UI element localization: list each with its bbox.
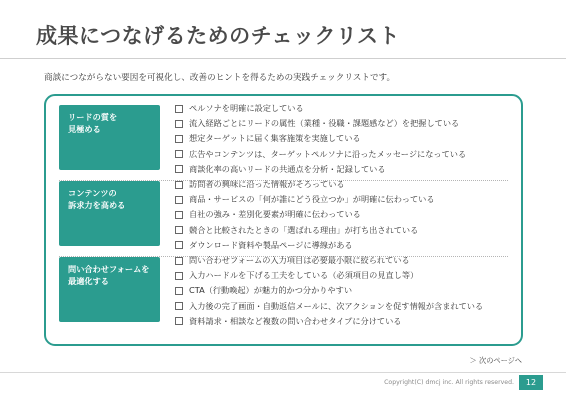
section-label [59,181,160,246]
checklist-item[interactable] [175,268,483,283]
page-title: 成果につなげるためのチェックリスト [36,24,401,48]
checklist-item-text: 商談化率の高いリードの共通点を分析・記録している [189,163,386,174]
checklist-item-text: CTA（行動喚起）が魅力的かつ分かりやすい [189,285,353,296]
checklist-item[interactable] [175,131,466,146]
checkbox[interactable] [175,257,183,265]
checklist-item[interactable] [175,253,483,268]
checkbox[interactable] [175,135,183,143]
checklist-item[interactable] [175,116,466,131]
checklist-item[interactable] [175,147,466,162]
copyright-text: Copyright(C) dmcj inc. All rights reserved. [384,379,514,386]
checklist-item[interactable] [175,314,483,329]
section-label-line: 見極める [68,124,101,134]
checkbox[interactable] [175,211,183,219]
footer-divider [0,372,566,373]
checklist-item[interactable] [175,177,435,192]
checklist-item[interactable] [175,223,435,238]
checkbox[interactable] [175,272,183,280]
checklist-item-text: ダウンロード資料や製品ページに導線がある [189,239,353,250]
checklist-item[interactable] [175,162,466,177]
checkbox[interactable] [175,181,183,189]
checklist-card [44,94,523,346]
section-label-line: 問い合わせフォームを [68,264,150,274]
checkbox[interactable] [175,317,183,325]
section-label-line: リードの質を [68,112,118,122]
next-page-link[interactable]: ＞ 次のページへ [469,356,522,365]
checklist-item-text: 入力ハードルを下げる工夫をしている（必須項目の見直し等） [189,270,419,281]
section-label-line: コンテンツの [68,188,117,198]
page-subtitle: 商談につながらない要因を可視化し、改善のヒントを得るための実践チェックリストです。 [44,73,396,83]
checklist-item-text: 広告やコンテンツは、ターゲットペルソナに沿ったメッセージになっている [189,148,467,159]
checklist-item[interactable] [175,192,435,207]
checklist-item[interactable] [175,207,435,222]
checklist-item[interactable] [175,299,483,314]
checklist-items [175,177,435,253]
checklist-item[interactable] [175,283,483,298]
checkbox[interactable] [175,241,183,249]
checklist-item-text: 自社の強み・差別化要素が明確に伝わっている [189,209,361,220]
section-label-line: 訴求力を高める [68,200,126,210]
checklist-items [175,101,466,177]
checklist-item-text: 訪問者の興味に沿った情報がそろっている [189,179,345,189]
checklist-items [175,253,483,329]
checkbox[interactable] [175,226,183,234]
checklist-item-text: 入力後の完了画面・自動返信メールに、次アクションを促す情報が含まれている [189,300,484,311]
section-label [59,105,160,170]
checklist-item-text: 競合と比較されたときの「選ばれる理由」が打ち出されている [189,224,419,235]
checklist-item[interactable] [175,101,466,116]
checkbox[interactable] [175,165,183,173]
checkbox[interactable] [175,105,183,113]
checkbox[interactable] [175,287,183,295]
checkbox[interactable] [175,302,183,310]
checklist-item-text: 問い合わせフォームの入力項目は必要最小限に絞られている [189,255,410,265]
section-label [59,257,160,322]
section-label-line: 最適化する [68,276,109,286]
checkbox[interactable] [175,150,183,158]
page-number: 12 [519,375,543,390]
checkbox[interactable] [175,120,183,128]
checklist-item-text: 商品・サービスの「何が誰にどう役立つか」が明確に伝わっている [189,194,435,205]
checkbox[interactable] [175,196,183,204]
checklist-item-text: 資料請求・相談など複数の問い合わせタイプに分けている [189,315,402,326]
checklist-item-text: 流入経路ごとにリードの属性（業種・役職・課題感など）を把握している [189,118,460,129]
title-divider [0,58,566,59]
checklist-item-text: 想定ターゲットに届く集客施策を実施している [189,133,361,144]
checklist-item[interactable] [175,238,435,253]
checklist-item-text: ペルソナを明確に設定している [189,103,304,113]
